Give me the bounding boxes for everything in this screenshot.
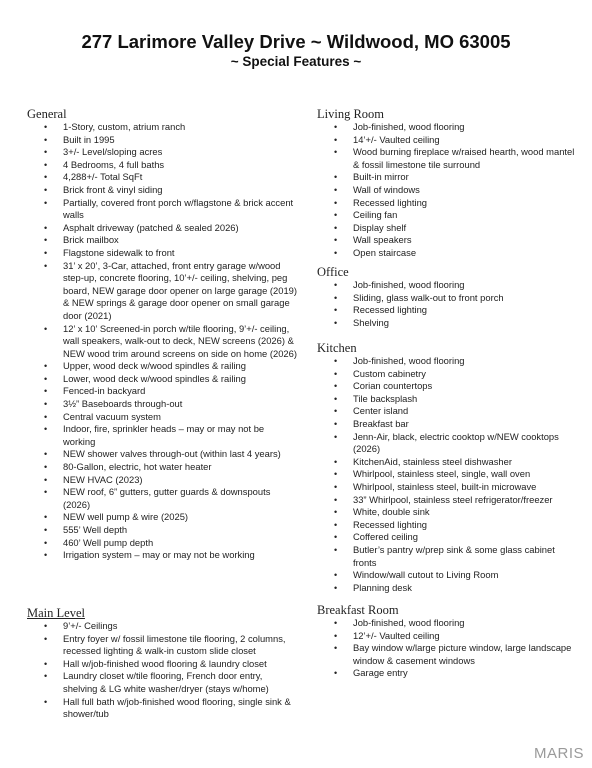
section-title-office: Office (317, 265, 349, 279)
list-item: • Wood burning fireplace w/raised hearth, wood mantel & fossil limestone tile surround (317, 146, 579, 171)
list-item: • Planning desk (317, 582, 579, 595)
list-item: • Breakfast bar (317, 418, 579, 431)
list-item: • 12’ x 10’ Screened-in porch w/tile flooring, 9’+/- ceiling, wall speakers, walk-out to deck, NEW screens (2026) & NEW wood trim around screens on side on home (2026) (27, 323, 297, 361)
list-item: • 9’+/- Ceilings (27, 620, 297, 633)
list-item: • Coffered ceiling (317, 531, 579, 544)
list-item: • Shelving (317, 317, 579, 330)
list-item: • Laundry closet w/tile flooring, French door entry, shelving & LG white washer/dryer (stays w/home) (27, 670, 297, 695)
list-item: • Upper, wood deck w/wood spindles & railing (27, 360, 297, 373)
list-living-room (317, 121, 579, 260)
list-item: • Entry foyer w/ fossil limestone tile flooring, 2 columns, recessed lighting & walk-in custom slide closet (27, 633, 297, 658)
list-item: • KitchenAid, stainless steel dishwasher (317, 456, 579, 469)
list-item: • 12’+/- Vaulted ceiling (317, 630, 579, 643)
list-item: • Display shelf (317, 222, 579, 235)
list-item: • 3½” Baseboards through-out (27, 398, 297, 411)
list-item: • Fenced-in backyard (27, 385, 297, 398)
section-main-level (27, 606, 297, 721)
section-title-living-room: Living Room (317, 107, 385, 121)
list-item: • 14’+/- Vaulted ceiling (317, 134, 579, 147)
list-item: • Built in 1995 (27, 134, 297, 147)
list-item: • Garage entry (317, 667, 579, 680)
list-item: • Indoor, fire, sprinkler heads – may or may not be working (27, 423, 297, 448)
list-item: • Central vacuum system (27, 411, 297, 424)
list-item: • Job-finished, wood flooring (317, 355, 579, 368)
list-item: • 33” Whirlpool, stainless steel refrigerator/freezer (317, 494, 579, 507)
section-breakfast-room (317, 603, 579, 680)
list-item: • Butler’s pantry w/prep sink & some glass cabinet fronts (317, 544, 579, 569)
section-title-general: General (27, 107, 67, 121)
list-general (27, 121, 297, 562)
section-living-room (317, 107, 579, 260)
section-general (27, 107, 297, 562)
list-item: • Lower, wood deck w/wood spindles & railing (27, 373, 297, 386)
list-item: • Wall of windows (317, 184, 579, 197)
section-title-breakfast-room: Breakfast Room (317, 603, 399, 617)
list-item: • NEW shower valves through-out (within last 4 years) (27, 448, 297, 461)
list-item: • Whirlpool, stainless steel, single, wall oven (317, 468, 579, 481)
list-main-level (27, 620, 297, 721)
list-item: • Hall w/job-finished wood flooring & laundry closet (27, 658, 297, 671)
list-item: • Window/wall cutout to Living Room (317, 569, 579, 582)
list-office (317, 279, 579, 329)
list-item: • Ceiling fan (317, 209, 579, 222)
section-title-kitchen: Kitchen (317, 341, 357, 355)
list-item: • Bay window w/large picture window, large landscape window & casement windows (317, 642, 579, 667)
watermark-logo: MARIS (533, 745, 584, 762)
list-kitchen (317, 355, 579, 594)
list-item: • 555’ Well depth (27, 524, 297, 537)
list-item: • Open staircase (317, 247, 579, 260)
section-title-main-level: Main Level (27, 606, 85, 620)
list-item: • NEW well pump & wire (2025) (27, 511, 297, 524)
list-item: • 80-Gallon, electric, hot water heater (27, 461, 297, 474)
list-item: • Hall full bath w/job-finished wood flooring, single sink & shower/tub (27, 696, 297, 721)
list-item: • 4 Bedrooms, 4 full baths (27, 159, 297, 172)
list-item: • Tile backsplash (317, 393, 579, 406)
list-item: • White, double sink (317, 506, 579, 519)
list-item: • NEW roof, 6” gutters, gutter guards & downspouts (2026) (27, 486, 297, 511)
section-kitchen (317, 341, 579, 594)
list-item: • Jenn-Air, black, electric cooktop w/NEW cooktops (2026) (317, 431, 579, 456)
list-item: • Built-in mirror (317, 171, 579, 184)
list-item: • Whirlpool, stainless steel, built-in microwave (317, 481, 579, 494)
list-item: • 460’ Well pump depth (27, 537, 297, 550)
list-item: • Job-finished, wood flooring (317, 617, 579, 630)
list-item: • 31’ x 20’, 3-Car, attached, front entry garage w/wood step-up, concrete flooring, 10’+/- ceiling, shelving, peg board, NEW garage door opener on large garage (2019) & NEW springs & garage door opener on small garage door (2021) (27, 260, 297, 323)
list-item: • Partially, covered front porch w/flagstone & brick accent walls (27, 197, 297, 222)
list-item: • Corian countertops (317, 380, 579, 393)
list-item: • Brick mailbox (27, 234, 297, 247)
list-item: • Center island (317, 405, 579, 418)
list-item: • 4,288+/- Total SqFt (27, 171, 297, 184)
list-item: • Flagstone sidewalk to front (27, 247, 297, 260)
list-breakfast-room (317, 617, 579, 680)
list-item: • Custom cabinetry (317, 368, 579, 381)
list-item: • Recessed lighting (317, 519, 579, 532)
list-item: • Recessed lighting (317, 304, 579, 317)
list-item: • Brick front & vinyl siding (27, 184, 297, 197)
page-title: 277 Larimore Valley Drive ~ Wildwood, MO 63005 (81, 31, 511, 52)
list-item: • Recessed lighting (317, 197, 579, 210)
list-item: • 3+/- Level/sloping acres (27, 146, 297, 159)
list-item: • Sliding, glass walk-out to front porch (317, 292, 579, 305)
list-item: • 1-Story, custom, atrium ranch (27, 121, 297, 134)
list-item: • Wall speakers (317, 234, 579, 247)
list-item: • NEW HVAC (2023) (27, 474, 297, 487)
list-item: • Asphalt driveway (patched & sealed 2026) (27, 222, 297, 235)
list-item: • Job-finished, wood flooring (317, 279, 579, 292)
list-item: • Irrigation system – may or may not be working (27, 549, 297, 562)
list-item: • Job-finished, wood flooring (317, 121, 579, 134)
section-office (317, 265, 579, 329)
page-subtitle: ~ Special Features ~ (230, 54, 362, 69)
